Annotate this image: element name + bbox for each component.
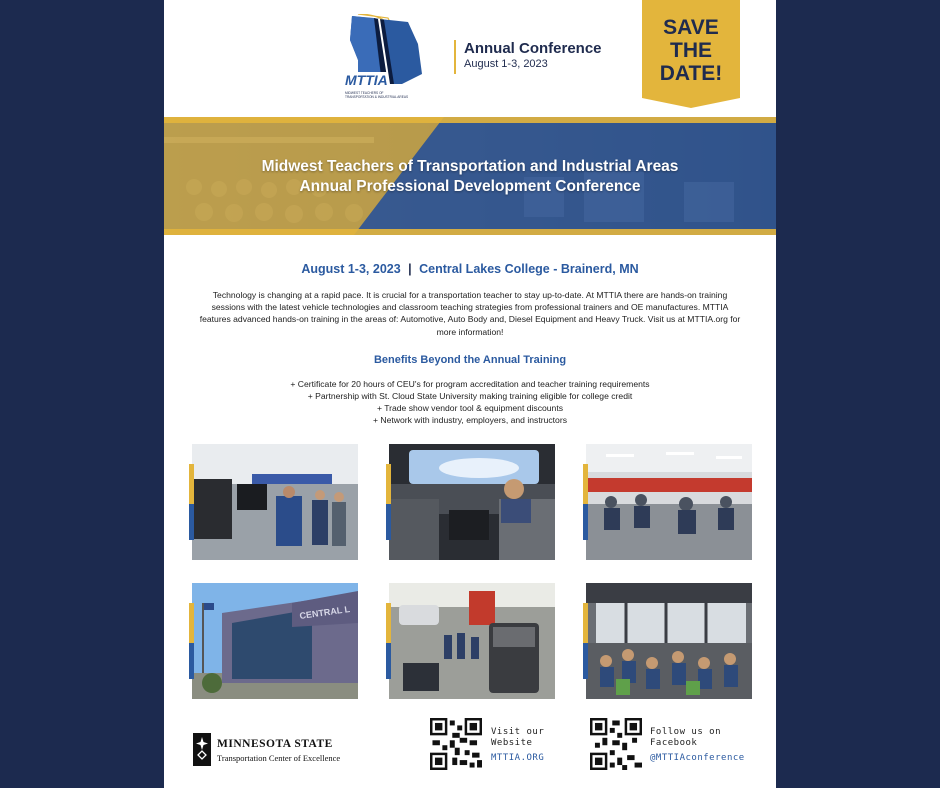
photo-accent-blue: [386, 504, 391, 540]
benefit-item: + Network with industry, employers, and instructors: [373, 415, 567, 425]
photo-classroom: [586, 444, 752, 560]
conference-heading: [454, 40, 602, 74]
photo-accent-gold: [189, 603, 194, 643]
facebook-qr-icon[interactable]: [590, 718, 642, 770]
website-qr-icon[interactable]: [430, 718, 482, 770]
benefits-title: Benefits Beyond the Annual Training: [373, 354, 567, 366]
facebook-callout: Follow us on Facebook @MTTIAconference: [650, 727, 745, 763]
photo-central-lakes-building: [192, 583, 358, 699]
benefit-item: + Trade show vendor tool & equipment discounts: [376, 403, 564, 413]
minnesota-state-star-icon: [193, 733, 211, 766]
photo-accent-gold: [583, 464, 588, 504]
save-the-date-text: SAVE THE DATE!: [659, 16, 723, 85]
photo-banquet-hall: [586, 583, 752, 699]
photo-accent-blue: [189, 643, 194, 679]
conference-title: Annual Conference: [464, 40, 602, 57]
event-dateline: [164, 262, 776, 276]
photo-vehicle-bay: [389, 583, 555, 699]
website-callout: Visit our Website MTTIA.ORG: [491, 727, 545, 763]
benefits-list: [164, 378, 776, 426]
banner-title: Midwest Teachers of Transportation and Industrial Areas Annual Professional Development Conference: [261, 158, 679, 195]
photo-workshop-demo: [192, 444, 358, 560]
minnesota-state-name: MINNESOTA STATE: [217, 738, 333, 750]
photo-accent-blue: [189, 504, 194, 540]
event-location: Central Lakes College - Brainerd, MN: [419, 262, 639, 276]
photo-accent-gold: [386, 464, 391, 504]
website-link[interactable]: MTTIA.ORG: [491, 753, 545, 763]
photo-accent-blue: [386, 643, 391, 679]
logo-text: MTTIA: [345, 72, 388, 88]
intro-paragraph: Technology is changing at a rapid pace. It is crucial for a transportation teacher to stay up-to-date. At MTTIA there are hands-on training sessions with the latest vehicle technologies and classroom teaching strategies from professional trainers and OE manufactures. MTTIA features advanced hands-on training in the areas of: Automotive, Auto Body and, Diesel Equipment and Heavy Truck. Visit us at MTTIA.org for more information!: [199, 290, 741, 337]
conference-dates: August 1-3, 2023: [464, 58, 548, 70]
minnesota-state-subtitle: Transportation Center of Excellence: [217, 753, 341, 763]
photo-accent-blue: [583, 504, 588, 540]
photo-accent-gold: [386, 603, 391, 643]
photo-accent-gold: [583, 603, 588, 643]
facebook-link[interactable]: @MTTIAconference: [650, 753, 745, 763]
photo-vehicle-interior: [389, 444, 555, 560]
logo-subtitle: MIDWEST TEACHERS OF: [345, 91, 384, 95]
benefit-item: + Partnership with St. Cloud State University making training eligible for college credit: [307, 391, 633, 401]
photo-accent-gold: [189, 464, 194, 504]
event-date: August 1-3, 2023: [301, 262, 401, 276]
event-separator: |: [408, 262, 412, 276]
photo-accent-blue: [583, 643, 588, 679]
logo-subtitle-2: TRANSPORTATION & INDUSTRIAL AREAS: [345, 95, 409, 99]
benefit-item: + Certificate for 20 hours of CEU's for program accreditation and teacher training requirements: [290, 379, 650, 389]
svg-text:CENTRAL L: CENTRAL L: [298, 604, 351, 621]
mttia-logo: [182, 14, 448, 100]
